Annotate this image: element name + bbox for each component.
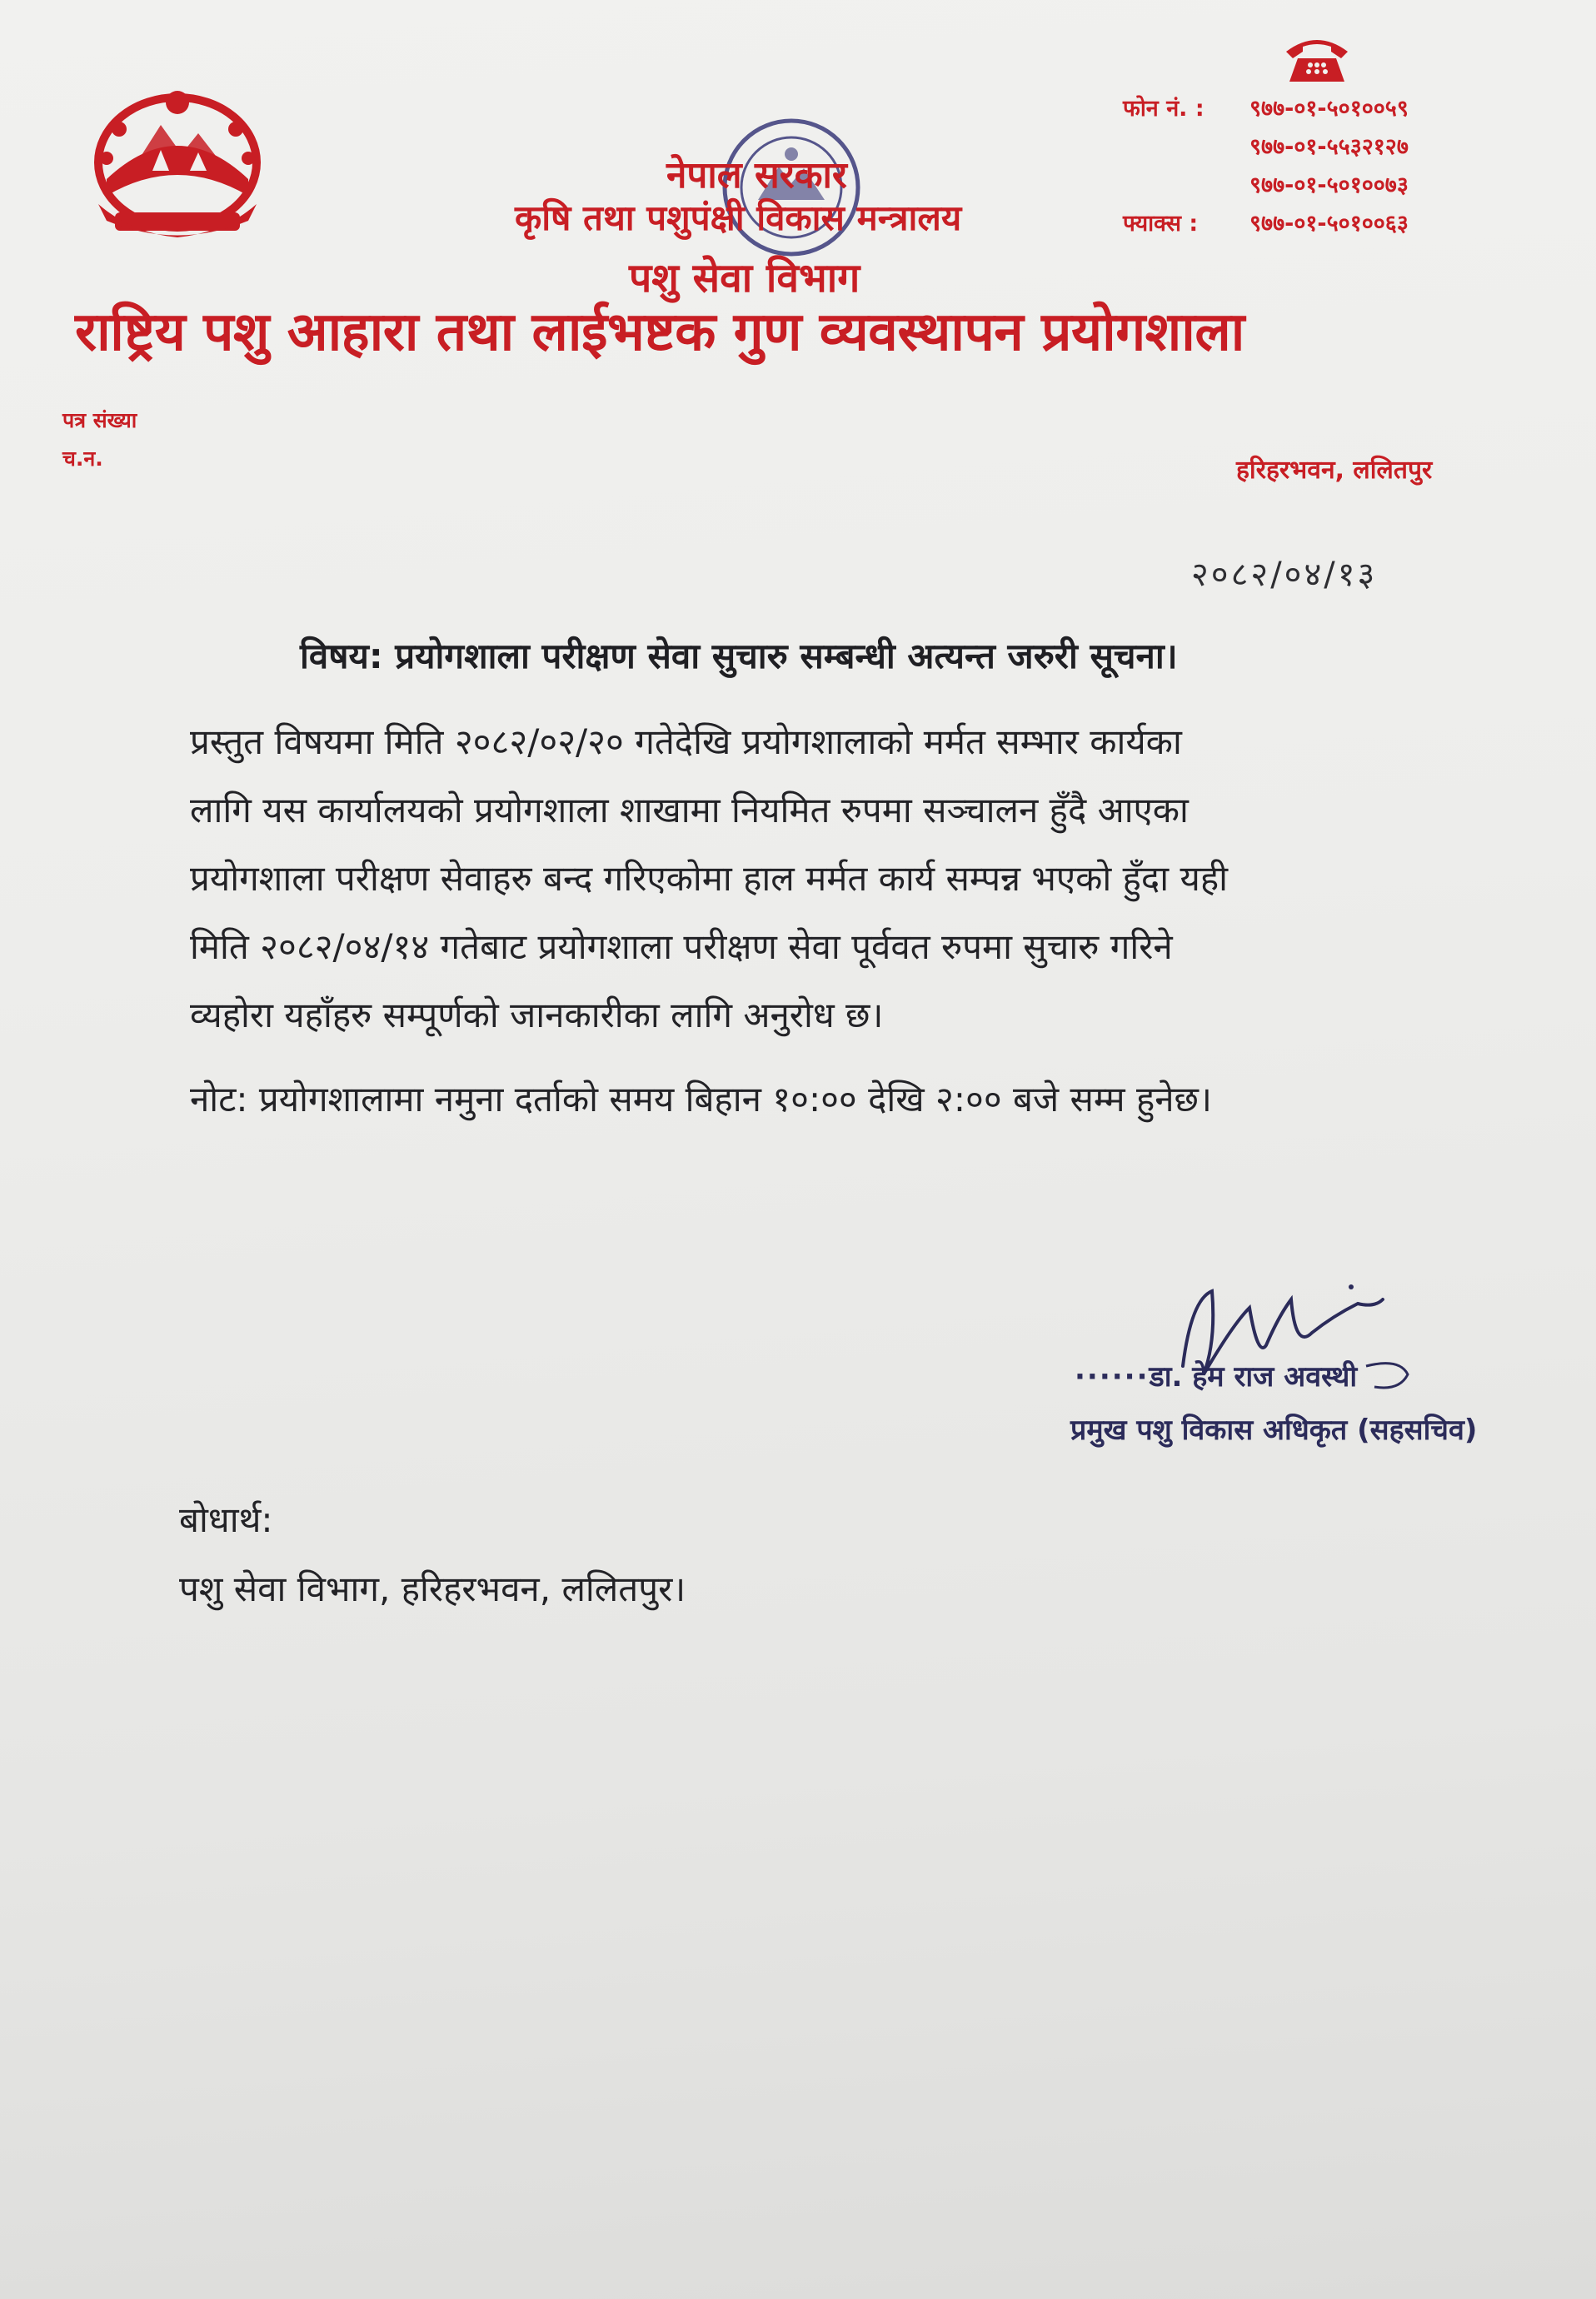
cc-heading: बोधार्थ:	[179, 1499, 273, 1540]
letter-note: नोट: प्रयोगशालामा नमुना दर्ताको समय बिहान १०:०० देखि २:०० बजे सम्म हुनेछ।	[190, 1079, 1212, 1120]
dispatch-no-label: च.न.	[62, 446, 103, 471]
phone-number: ९७७-०१-५०१००५९	[1249, 96, 1409, 122]
contact-block	[1123, 90, 1409, 243]
body-line: व्यहोरा यहाँहरु सम्पूर्णको जानकारीका लागि अनुरोध छ।	[190, 995, 884, 1035]
cc-item: पशु सेवा विभाग, हरिहरभवन, ललितपुर।	[179, 1568, 686, 1609]
fax-number: ९७७-०१-५०१००६३	[1249, 211, 1409, 237]
ministry-name: कृषि तथा पशुपंक्षी विकास मन्त्रालय	[515, 197, 962, 238]
letter-date: २०८२/०४/१३	[1191, 556, 1378, 594]
body-line: प्रयोगशाला परीक्षण सेवाहरु बन्द गरिएकोमा हाल मर्मत कार्य सम्पन्न भएको हुँदा यही	[190, 858, 1228, 899]
signatory-title: प्रमुख पशु विकास अधिकृत (सहसचिव)	[1070, 1414, 1478, 1447]
telephone-icon	[1283, 33, 1351, 85]
letter-body	[190, 708, 1464, 1050]
lab-name: राष्ट्रिय पशु आहारा तथा लाईभष्टक गुण व्यवस्थापन प्रयोगशाला	[75, 302, 1244, 363]
body-line: प्रस्तुत विषयमा मिति २०८२/०२/२० गतेदेखि प्रयोगशालाको मर्मत सम्भार कार्यका	[190, 721, 1182, 762]
phone-label: फोन नं. :	[1123, 96, 1204, 122]
office-location: हरिहरभवन, ललितपुर	[1236, 456, 1433, 485]
government-name: नेपाल सरकार	[666, 154, 847, 197]
signatory-name: ······डा. हेम राज अवस्थी	[1075, 1360, 1358, 1394]
phone-number: ९७७-०१-५०१००७३	[1249, 172, 1409, 198]
fax-label: फ्याक्स :	[1123, 211, 1199, 237]
letter-subject: विषय: प्रयोगशाला परीक्षण सेवा सुचारु सम्बन्धी अत्यन्त जरुरी सूचना।	[300, 636, 1178, 676]
letter-no-label: पत्र संख्या	[62, 408, 137, 432]
signatory-name-text: डा. हेम राज अवस्थी	[1149, 1360, 1358, 1394]
department-name: पशु सेवा विभाग	[629, 255, 860, 302]
body-line: लागि यस कार्यालयको प्रयोगशाला शाखामा नियमित रुपमा सञ्चालन हुँदै आएका	[190, 790, 1189, 830]
nepal-government-emblem-icon	[82, 79, 273, 246]
phone-number: ९७७-०१-५५३२१२७	[1249, 134, 1409, 160]
body-line: मिति २०८२/०४/१४ गतेबाट प्रयोगशाला परीक्षण सेवा पूर्ववत रुपमा सुचारु गरिने	[190, 926, 1173, 967]
reference-block	[62, 401, 137, 478]
